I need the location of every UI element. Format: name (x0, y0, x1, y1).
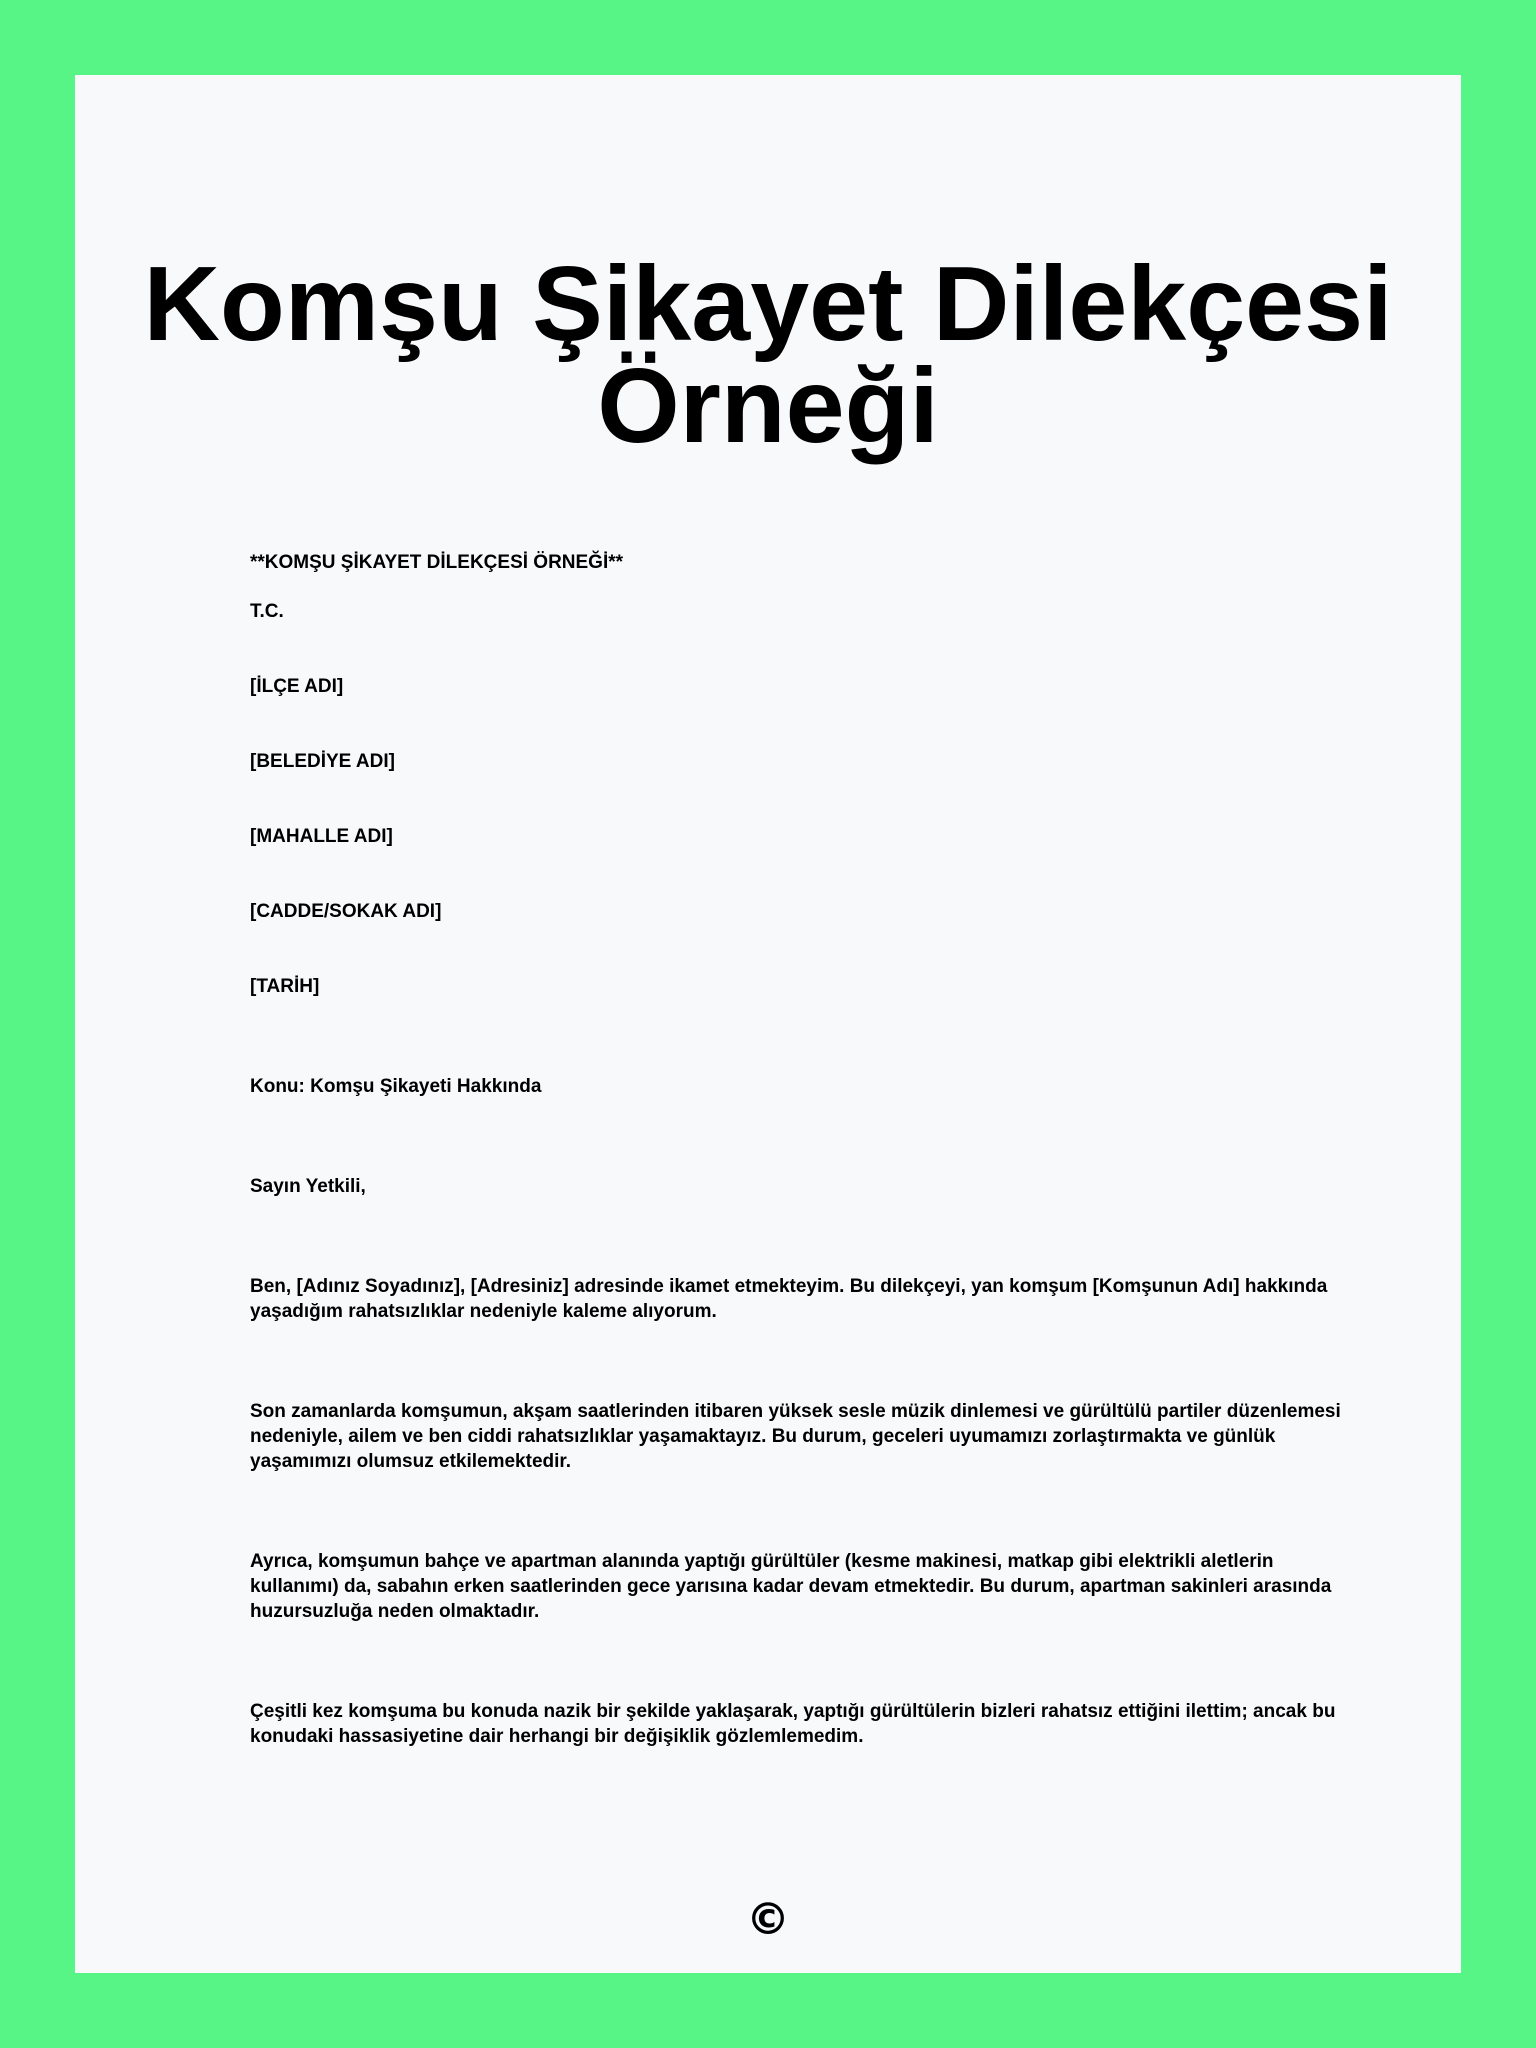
paragraph-3: Ayrıca, komşumun bahçe ve apartman alanında yaptığı gürültüler (kesme makinesi, matkap gibi elektrikli aletlerin kullanımı) da, sabahın erken saatlerinden gece yarısına kadar devam etmektedir. Bu durum, apartman sakinleri arasında huzursuzluğa neden olmaktadır. (250, 1551, 1332, 1622)
subject-line: Konu: Komşu Şikayeti Hakkında (250, 1076, 542, 1097)
document-title: Komşu Şikayet Dilekçesi Örneği (143, 245, 1393, 465)
header-line-district: [İLÇE ADI] (250, 676, 344, 697)
header-line-municipality: [BELEDİYE ADI] (250, 751, 395, 772)
header-line-tc: T.C. (250, 601, 284, 622)
header-line-street: [CADDE/SOKAK ADI] (250, 901, 442, 922)
paragraph-2: Son zamanlarda komşumun, akşam saatlerinden itibaren yüksek sesle müzik dinlemesi ve gürültülü partiler düzenlemesi nedeniyle, ailem ve ben ciddi rahatsızlıklar yaşamaktayız. Bu durum, geceleri uyumamızı zorlaştırmakta ve günlük yaşamımızı olumsuz etkilemektedir. (250, 1401, 1341, 1472)
header-line-neighborhood: [MAHALLE ADI] (250, 826, 393, 847)
document-page (75, 75, 1461, 1973)
paragraph-4: Çeşitli kez komşuma bu konuda nazik bir şekilde yaklaşarak, yaptığı gürültülerin bizleri rahatsız ettiğini ilettim; ancak bu konudaki hassasiyetine dair herhangi bir değişiklik gözlemlemedim. (250, 1701, 1336, 1747)
header-line-date: [TARİH] (250, 976, 320, 997)
paragraph-1: Ben, [Adınız Soyadınız], [Adresiniz] adresinde ikamet etmekteyim. Bu dilekçeyi, yan komşum [Komşunun Adı] hakkında yaşadığım rahatsızlıklar nedeniyle kaleme alıyorum. (250, 1276, 1328, 1322)
document-heading: **KOMŞU ŞİKAYET DİLEKÇESİ ÖRNEĞİ** (250, 552, 624, 573)
copyright-icon: © (746, 1894, 790, 1945)
salutation: Sayın Yetkili, (250, 1176, 366, 1197)
